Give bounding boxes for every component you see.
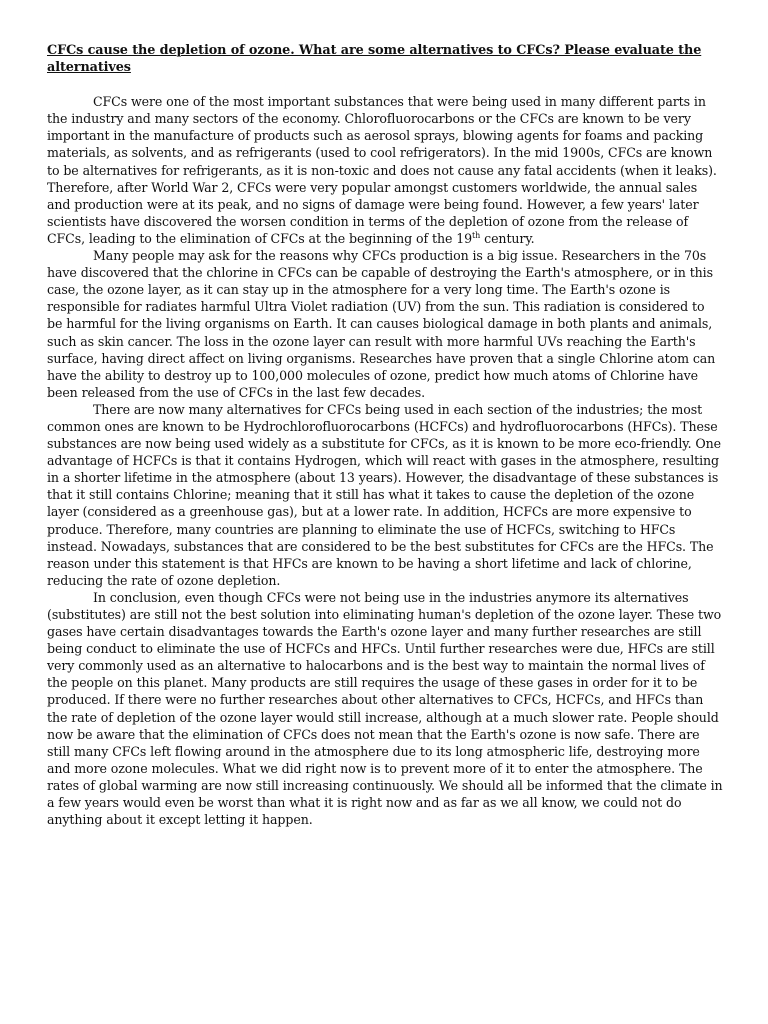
paragraph-2: Many people may ask for the reasons why CFCs production is a big issue. Researchers in the 70s have discovered that the chlorine in CFCs can be capable of destroying the Earth's atmosphere, or in this case, the ozone layer, as it can stay up in the atmosphere for a very long time. The Earth's ozone is responsible for radiates harmful Ultra Violet radiation (UV) from the sun. This radiation is considered to be harmful for the living organisms on Earth. It can causes biological damage in both plants and animals, such as skin cancer. The loss in the ozone layer can result with more harmful UVs reaching the Earth's surface, having direct affect on living organisms. Researches have proven that a single Chlorine atom can have the ability to destroy up to 100,000 molecules of ozone, predict how much atoms of Chlorine have been released from the use of CFCs in the last few decades. xyxy=(47,248,716,400)
document-page xyxy=(47,42,723,828)
paragraph-4: In conclusion, even though CFCs were not being use in the industries anymore its alternatives (substitutes) are still not the best solution into eliminating human's depletion of the ozone layer. These two gases have certain disadvantages towards the Earth's ozone layer and many further researches are still being conduct to eliminate the use of HCFCs and HFCs. Until further researches were due, HFCs are still very commonly used as an alternative to halocarbons and is the best way to maintain the normal lives of the people on this planet. Many products are still requires the usage of these gases in order for it to be produced. If there were no further researches about other alternatives to CFCs, HCFCs, and HFCs than the rate of depletion of the ozone layer would still increase, although at a much slower rate. People should now be aware that the elimination of CFCs does not mean that the Earth's ozone is now safe. There are still many CFCs left flowing around in the atmosphere due to its long atmospheric life, destroying more and more ozone molecules. What we did right now is to prevent more of it to enter the atmosphere. The rates of global warming are now still increasing continuously. We should all be informed that the climate in a few years would even be worst than what it is right now and as far as we all know, we could not do anything about it except letting it happen. xyxy=(47,589,723,828)
document-title: CFCs cause the depletion of ozone. What are some alternatives to CFCs? Please evaluate the alternatives xyxy=(47,43,702,76)
paragraph-3: There are now many alternatives for CFCs being used in each section of the industries; the most common ones are known to be Hydrochlorofluorocarbons (HCFCs) and hydrofluorocarbons (HFCs). These substances are now being used widely as a substitute for CFCs, as it is known to be more eco-friendly. One advantage of HCFCs is that it contains Hydrogen, which will react with gases in the atmosphere, resulting in a shorter lifetime in the atmosphere (about 13 years). However, the disadvantage of these substances is that it still contains Chlorine; meaning that it still has what it takes to cause the depletion of the ozone layer (considered as a greenhouse gas), but at a lower rate. In addition, HCFCs are more expensive to produce. Therefore, many countries are planning to eliminate the use of HCFCs, switching to HFCs instead. Nowadays, substances that are considered to be the best substitutes for CFCs are the HFCs. The reason under this statement is that HFCs are known to be having a short lifetime and lack of chlorine, reducing the rate of ozone depletion. xyxy=(47,401,721,588)
paragraph-1-text: CFCs were one of the most important substances that were being used in many different parts in the industry and many sectors of the economy. Chlorofluorocarbons or the CFCs are known to be very important in the manufacture of products such as aerosol sprays, blowing agents for foams and packing materials, as solvents, and as refrigerants (used to cool refrigerators). In the mid 1900s, CFCs are known to be alternatives for refrigerants, as it is non-toxic and does not cause any fatal accidents (when it leaks). Therefore, after World War 2, CFCs were very popular amongst customers worldwide, the annual sales and production were at its peak, and no signs of damage were being found. However, a few years' later scientists have discovered the worsen condition in terms of the depletion of ozone from the release of CFCs, leading to the elimination of CFCs at the beginning of the 19 xyxy=(47,94,717,246)
paragraph-1-end: century. xyxy=(480,230,535,246)
ordinal-suffix: th xyxy=(472,230,481,240)
paragraph-1 xyxy=(47,93,723,247)
